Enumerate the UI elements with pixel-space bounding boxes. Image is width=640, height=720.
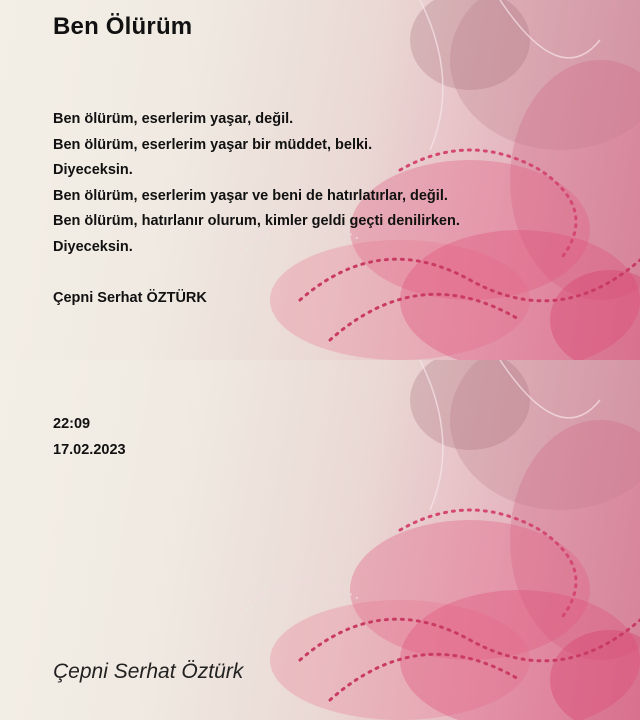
post-time: 22:09: [53, 416, 91, 432]
poem-line: Ben ölürüm, eserlerim yaşar ve beni de hatırlatırlar, değil.: [53, 187, 448, 204]
poem-line: Diyeceksin.: [53, 162, 133, 178]
poem-line: Diyeceksin.: [53, 238, 133, 255]
poem-line: Ben ölürüm, eserlerim yaşar, değil.: [53, 111, 294, 127]
author-signature: Çepni Serhat Öztürk: [53, 660, 244, 683]
poem-title: Ben Ölürüm: [53, 13, 193, 40]
poem-author: Çepni Serhat ÖZTÜRK: [53, 290, 207, 306]
poem-body: [53, 107, 460, 260]
poem-line: Ben ölürüm, hatırlanır olurum, kimler geldi geçti denilirken.: [53, 213, 460, 229]
post-date: 17.02.2023: [53, 442, 126, 458]
poem-card-bottom: [0, 360, 640, 720]
poem-line: Ben ölürüm, eserlerim yaşar bir müddet, belki.: [53, 136, 373, 153]
